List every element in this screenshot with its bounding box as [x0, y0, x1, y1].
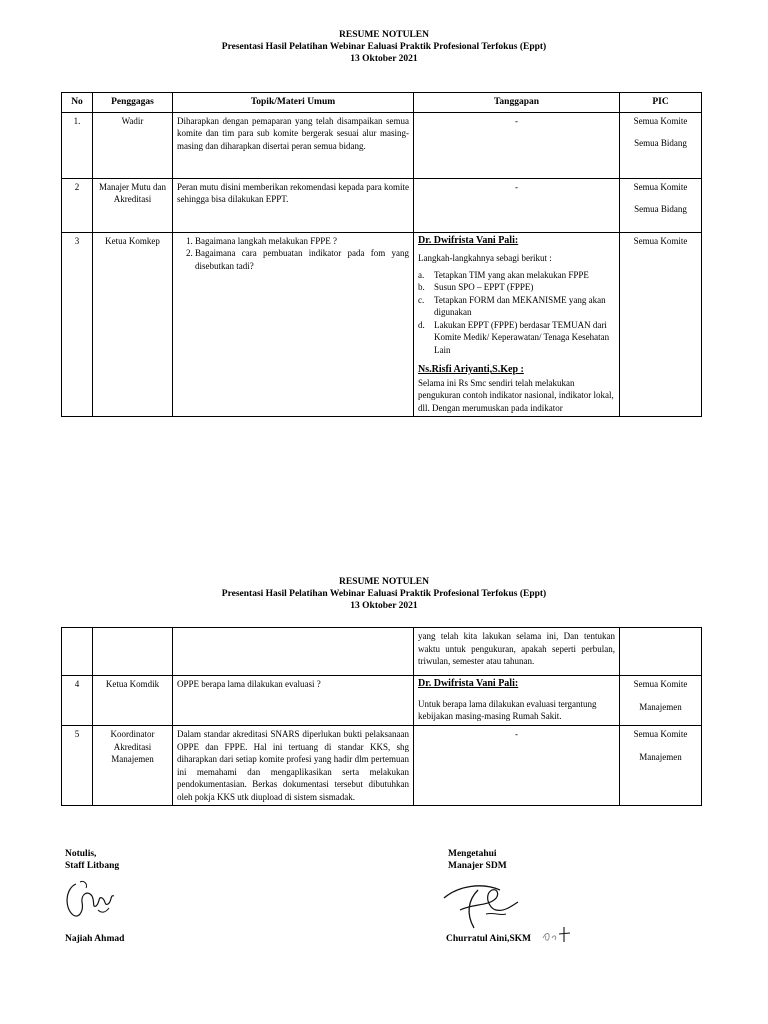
document-date: 13 Oktober 2021 — [350, 54, 418, 64]
row-no — [62, 628, 93, 676]
signature-role: Notulis, — [65, 849, 97, 859]
page2-header — [0, 576, 768, 612]
row-no: 5 — [62, 726, 93, 806]
pic-item: Semua Komite — [633, 679, 688, 689]
pic-item: Semua Komite — [633, 235, 688, 246]
table-row — [62, 726, 702, 806]
row-penggagas: Ketua Komdik — [93, 676, 173, 726]
row-no: 2 — [62, 178, 93, 232]
row-tanggapan — [414, 232, 620, 417]
row-pic — [620, 112, 702, 178]
list-item: 1. Bagaimana langkah melakukan FPPE ? — [195, 235, 409, 248]
signature-role: Mengetahui — [448, 849, 497, 859]
row-penggagas: Koordinator Akreditasi Manajemen — [93, 726, 173, 806]
speaker-name: Dr. Dwifrista Vani Pali: — [418, 234, 519, 246]
row-topik: Peran mutu disini memberikan rekomendasi kepada para komite sehingga bisa dilakukan EPPT. — [173, 178, 414, 232]
speaker-name: Ns.Risfi Ariyanti,S.Kep : — [418, 364, 524, 375]
pic-item: Semua Bidang — [634, 138, 687, 148]
row-tanggapan-continued: yang telah kita lakukan selama ini, Dan tentukan waktu untuk pengukuran, apakah seperti perbulan, triwulan, semester atau tahunan. — [414, 628, 620, 676]
document-subtitle: Presentasi Hasil Pelatihan Webinar Ealuasi Praktik Profesional Terfokus (Eppt) — [221, 589, 547, 599]
row-no: 3 — [62, 232, 93, 417]
document-title: RESUME NOTULEN — [339, 577, 429, 587]
row-topik: Diharapkan dengan pemaparan yang telah disampaikan semua komite dan tim para sub komite bergerak sesuai alur masing-masing dan diharapkan disertai peran semua bidang. — [173, 112, 414, 178]
response-intro: Langkah-langkahnya sebagi berikut : — [418, 253, 552, 263]
row-pic — [620, 726, 702, 806]
list-item: c. Tetapkan FORM dan MEKANISME yang akan digunakan — [418, 294, 606, 317]
row-topik: Dalam standar akreditasi SNARS diperlukan bukti pelaksanaan OPPE dan FPPE. Hal ini tertuang di standar KKS, shg diharapkan dari setiap komite profesi yang hadir dlm pertemuan ini memahami dan mengaplikasikan serta melakukan pendokumentasian. Berkas dokumentasi tersebut dibutuhkan oleh pokja KKS utk diupload di sistem sismadak. — [173, 726, 414, 806]
row-penggagas: Ketua Komkep — [93, 232, 173, 417]
document-title: RESUME NOTULEN — [339, 30, 429, 40]
topik-list — [177, 235, 409, 273]
row-topik — [173, 628, 414, 676]
row-tanggapan: - — [414, 112, 620, 178]
pic-item: Semua Komite — [633, 115, 688, 126]
row-pic — [620, 178, 702, 232]
document-subtitle: Presentasi Hasil Pelatihan Webinar Ealuasi Praktik Profesional Terfokus (Eppt) — [221, 42, 547, 52]
row-no: 1. — [62, 112, 93, 178]
header-pic: PIC — [620, 93, 702, 113]
pic-item: Manajemen — [639, 751, 682, 762]
table-row — [62, 178, 702, 232]
initials-mark — [540, 924, 574, 944]
row-pic — [620, 628, 702, 676]
list-item: 2. Bagaimana cara pembuatan indikator pada fom yang disebutkan tadi? — [195, 247, 409, 272]
list-item: b. Susun SPO – EPPT (FPPE) — [418, 282, 534, 292]
signature-left-name: Najiah Ahmad — [65, 934, 125, 944]
table-row — [62, 232, 702, 417]
steps-list — [418, 269, 615, 357]
notulen-table-page2 — [61, 627, 702, 806]
row-topik: OPPE berapa lama dilakukan evaluasi ? — [173, 676, 414, 726]
signature-role: Manajer SDM — [448, 861, 507, 871]
speaker-name: Dr. Dwifrista Vani Pali: — [418, 678, 519, 689]
row-penggagas — [93, 628, 173, 676]
row-topik — [173, 232, 414, 417]
list-item: a. Tetapkan TIM yang akan melakukan FPPE — [418, 269, 589, 280]
header-topik: Topik/Materi Umum — [173, 93, 414, 113]
row-tanggapan: - — [414, 178, 620, 232]
response-text: Selama ini Rs Smc sendiri telah melakukan pengukuran contoh indikator nasional, indikator lokal, dll. Dengan merumuskan pada indikator — [418, 377, 614, 413]
document-date: 13 Oktober 2021 — [350, 601, 418, 611]
row-tanggapan: - — [414, 726, 620, 806]
signature-right-roles — [448, 848, 507, 872]
row-no: 4 — [62, 676, 93, 726]
page1-header — [0, 29, 768, 65]
pic-item: Manajemen — [639, 701, 682, 712]
header-no: No — [62, 93, 93, 113]
signature-right-image — [438, 876, 528, 934]
table-row — [62, 112, 702, 178]
row-pic — [620, 676, 702, 726]
notulen-table-page1 — [61, 92, 702, 417]
row-pic — [620, 232, 702, 417]
row-penggagas: Manajer Mutu dan Akreditasi — [93, 178, 173, 232]
row-tanggapan — [414, 676, 620, 726]
signature-left-roles — [65, 848, 119, 872]
signature-left-image — [62, 876, 120, 922]
table-row — [62, 676, 702, 726]
list-item: d. Lakukan EPPT (FPPE) berdasar TEMUAN dari Komite Medik/ Keperawatan/ Tenaga Kesehatan Lain — [418, 319, 610, 355]
header-tanggapan: Tanggapan — [414, 93, 620, 113]
table-header-row — [62, 93, 702, 113]
signature-right-name: Churratul Aini,SKM — [446, 934, 531, 944]
pic-item: Semua Komite — [633, 729, 688, 739]
pic-item: Semua Bidang — [634, 204, 687, 214]
table-row — [62, 628, 702, 676]
header-penggagas: Penggagas — [93, 93, 173, 113]
response-text: Untuk berapa lama dilakukan evaluasi tergantung kebijakan masing-masing Rumah Sakit. — [418, 698, 597, 721]
signature-role: Staff Litbang — [65, 861, 120, 871]
pic-item: Semua Komite — [633, 181, 688, 192]
row-penggagas: Wadir — [93, 112, 173, 178]
